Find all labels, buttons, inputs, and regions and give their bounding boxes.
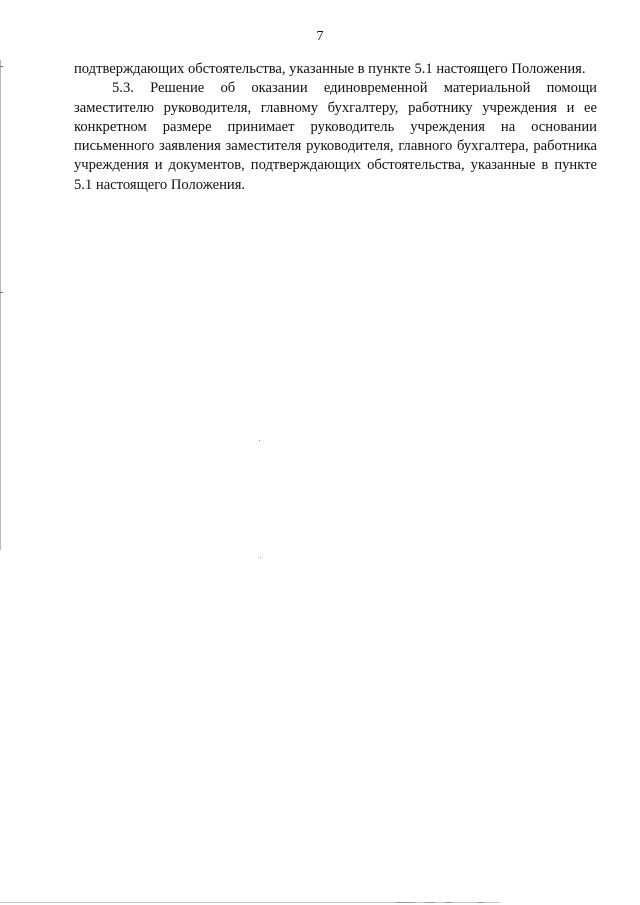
scan-edge-bottom-dash xyxy=(395,902,415,903)
scan-dot xyxy=(260,557,261,558)
document-body xyxy=(74,60,597,195)
scan-edge-left xyxy=(0,60,1,550)
scan-edge-bottom-dash xyxy=(478,902,484,903)
scan-edge-bottom-dash xyxy=(425,902,435,903)
scan-dot xyxy=(259,440,260,441)
scan-tick xyxy=(0,66,3,67)
scan-edge-bottom-dash xyxy=(445,902,453,903)
paragraph-5-3: 5.3. Решение об оказании единовременной материальной помощи заместителю руководителя, главному бухгалтеру, работнику учреждения и ее конкретном размере принимает руководитель учреждения на основании письменного заявления заместителя руководителя, главного бухгалтера, работника учреждения и документов, подтверждающих обстоятельства, указанные в пункте 5.1 настоящего Положения. xyxy=(74,80,597,193)
page-number: 7 xyxy=(316,29,324,44)
scan-tick xyxy=(0,292,3,293)
paragraph-continuation: подтверждающих обстоятельства, указанные в пункте 5.1 настоящего Положения. xyxy=(74,61,586,77)
